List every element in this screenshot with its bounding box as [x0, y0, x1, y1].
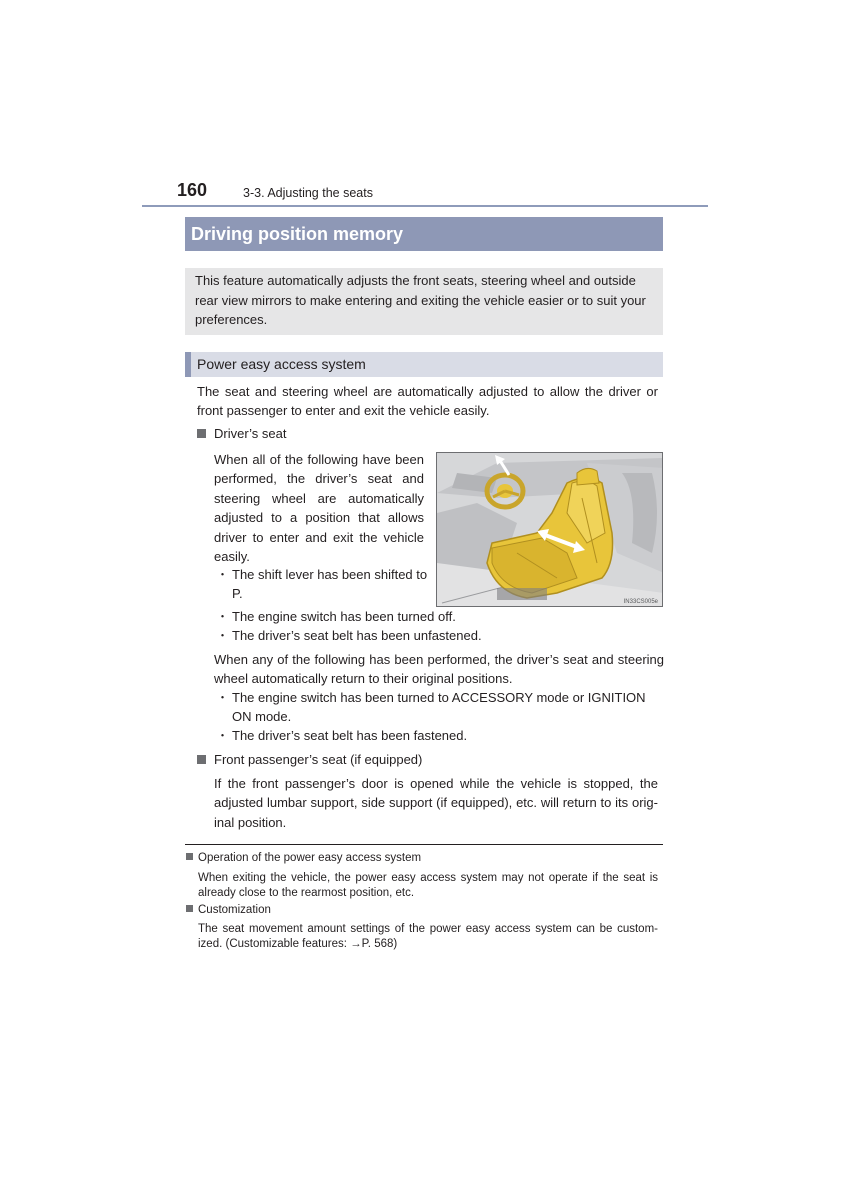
text-line: If the front passenger’s door is opened while the vehicle is stopped, the: [214, 776, 658, 791]
section-title: Driving position memory: [185, 217, 663, 251]
bullet-dot-icon: ・: [216, 567, 230, 582]
bullet-dot-icon: ・: [216, 609, 230, 624]
subsection-heading: Power easy access system: [185, 352, 663, 377]
return-conditions-list: [216, 688, 664, 750]
list-item: [216, 565, 428, 604]
passenger-seat-heading-label: Front passenger’s seat (if equipped): [214, 752, 423, 767]
note-body: [198, 871, 658, 900]
note-line: When exiting the vehicle, the power easy access system may not operate if the seat is: [198, 872, 658, 884]
note-line: ized. (Customizable features: →P. 568): [198, 937, 398, 950]
bullet-square-icon: [186, 905, 193, 912]
bullet-dot-icon: ・: [216, 628, 230, 643]
text-line: adjusted to a position that allows: [214, 510, 424, 526]
seat-illustration-svg: [437, 453, 663, 607]
note-heading-label: Operation of the power easy access system: [198, 852, 422, 864]
bullet-square-icon: [186, 853, 193, 860]
figure-code: IN33CS005e: [623, 599, 658, 605]
intro-text: This feature automatically adjusts the front seats, steering wheel and outside rear view mirrors to make entering and exiting the vehicle easier or to suit your preferences.: [195, 273, 646, 327]
list-item: [216, 626, 656, 645]
passenger-seat-heading: [197, 750, 422, 769]
list-item: [216, 688, 662, 727]
text-line: When any of the following has been performed, the driver’s seat and steering: [214, 652, 664, 667]
intro-box: [185, 268, 663, 335]
bullet-dot-icon: ・: [216, 728, 230, 743]
seat-illustration: [436, 452, 663, 607]
list-item-line: The engine switch has been turned to ACCESSORY mode or IGNITION: [232, 690, 646, 705]
text-line: steering wheel are automatically: [214, 490, 424, 506]
list-item: [216, 607, 656, 626]
note-line: already close to the rearmost position, etc.: [198, 886, 415, 899]
list-item-line: The driver’s seat belt has been fastened.: [232, 728, 468, 743]
header-divider: [142, 205, 708, 207]
text-line: easily.: [214, 549, 250, 565]
page-number: 160: [177, 180, 208, 200]
note-heading: [186, 852, 421, 864]
list-item-line: P.: [232, 586, 243, 602]
list-item: [216, 726, 662, 745]
drivers-seat-heading: [197, 424, 286, 443]
list-item-line: The driver’s seat belt has been unfastened.: [232, 628, 482, 643]
return-text: [214, 650, 664, 689]
bullet-square-icon: [197, 755, 206, 764]
drivers-seat-heading-label: Driver’s seat: [214, 426, 287, 441]
text-line: wheel automatically return to their original positions.: [214, 671, 513, 687]
text-line: adjusted lumbar support, side support (if equipped), etc. will return to its orig-: [214, 795, 658, 811]
list-item-line: The engine switch has been turned off.: [232, 609, 456, 624]
note-heading: [186, 904, 271, 916]
text-line: performed, the driver’s seat and: [214, 471, 424, 487]
text-line: driver to enter and exit the vehicle: [214, 529, 424, 545]
text-line: When all of the following have been: [214, 452, 424, 467]
list-item-line: ON mode.: [232, 709, 292, 725]
subsection-intro: The seat and steering wheel are automatically adjusted to allow the driver or front passenger to enter and exit the vehicle easily.: [197, 384, 658, 419]
notes-divider: [185, 844, 663, 845]
note-heading-label: Customization: [198, 904, 271, 916]
list-item-line: The shift lever has been shifted to: [232, 567, 428, 582]
bullet-dot-icon: ・: [216, 690, 230, 705]
drivers-seat-text: [214, 450, 424, 566]
note-line: The seat movement amount settings of the power easy access system can be custom-: [198, 923, 658, 935]
text-line: inal position.: [214, 814, 287, 830]
note-body: [198, 922, 658, 951]
chapter-title: 3-3. Adjusting the seats: [243, 186, 373, 200]
passenger-seat-text: [214, 774, 658, 832]
bullet-square-icon: [197, 429, 206, 438]
